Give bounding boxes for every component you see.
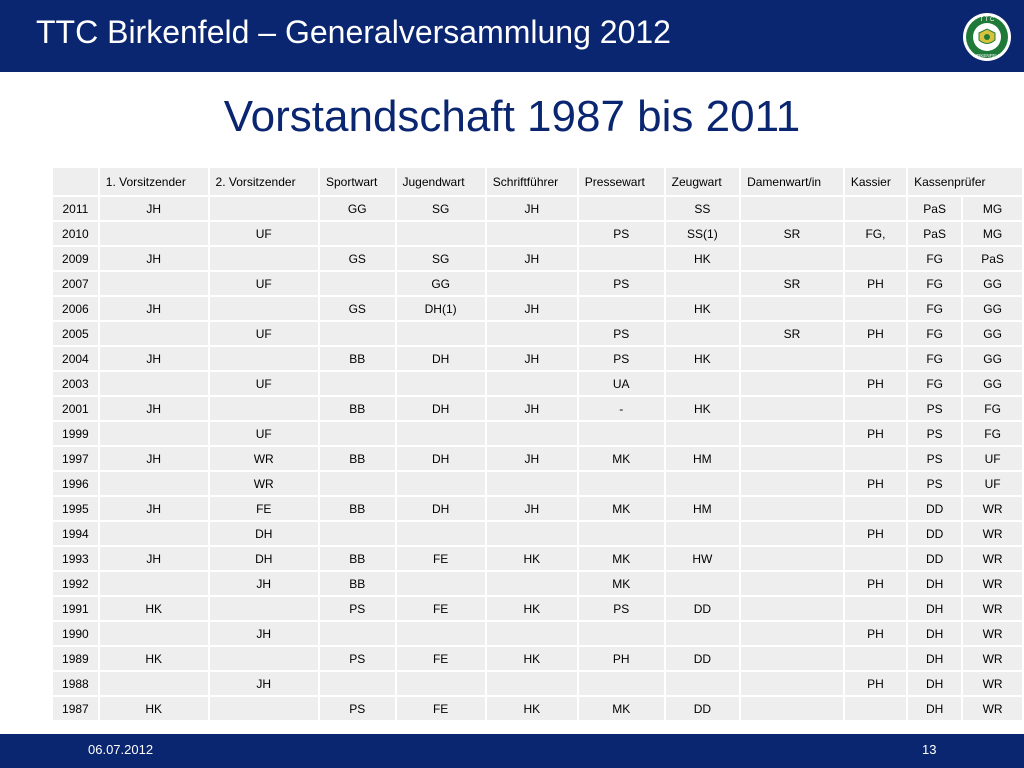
year-cell: 1995: [53, 497, 98, 520]
table-cell: UF: [210, 422, 318, 445]
footer-bar: [0, 734, 1024, 768]
column-header: Schriftführer: [487, 168, 577, 195]
table-cell: [100, 422, 208, 445]
page-number: 13: [922, 742, 937, 757]
table-cell: FG: [908, 347, 961, 370]
table-cell: [579, 297, 664, 320]
table-cell: PS: [908, 397, 961, 420]
table-cell: [487, 372, 577, 395]
table-cell: GG: [963, 272, 1022, 295]
table-row: [53, 222, 1022, 245]
table-cell: [579, 672, 664, 695]
table-cell: [397, 522, 485, 545]
table-cell: HK: [666, 397, 739, 420]
table-cell: HK: [487, 697, 577, 720]
table-cell: GS: [320, 247, 395, 270]
year-cell: 2006: [53, 297, 98, 320]
table-cell: [210, 297, 318, 320]
board-table-wrapper: [51, 166, 1024, 722]
table-cell: SG: [397, 197, 485, 220]
table-row: [53, 447, 1022, 470]
table-cell: [579, 472, 664, 495]
table-cell: [741, 247, 843, 270]
year-cell: 1987: [53, 697, 98, 720]
column-header: Kassenprüfer: [908, 168, 1022, 195]
year-cell: 1994: [53, 522, 98, 545]
table-cell: FG: [908, 322, 961, 345]
year-cell: 1990: [53, 622, 98, 645]
table-row: [53, 197, 1022, 220]
table-cell: DD: [908, 497, 961, 520]
table-cell: MG: [963, 197, 1022, 220]
table-cell: [397, 222, 485, 245]
table-cell: PaS: [963, 247, 1022, 270]
table-cell: JH: [100, 297, 208, 320]
table-cell: [741, 622, 843, 645]
year-cell: 2011: [53, 197, 98, 220]
table-cell: JH: [100, 247, 208, 270]
table-cell: PS: [320, 697, 395, 720]
table-cell: [210, 597, 318, 620]
table-cell: WR: [963, 697, 1022, 720]
year-cell: 2001: [53, 397, 98, 420]
table-cell: PS: [908, 472, 961, 495]
table-cell: WR: [963, 497, 1022, 520]
table-cell: HK: [100, 647, 208, 670]
column-header: Jugendwart: [397, 168, 485, 195]
board-table: [51, 166, 1024, 722]
header-title: TTC Birkenfeld – Generalversammlung 2012: [36, 14, 671, 50]
table-cell: FE: [210, 497, 318, 520]
year-cell: 1988: [53, 672, 98, 695]
table-cell: PaS: [908, 197, 961, 220]
table-cell: FE: [397, 547, 485, 570]
table-row: [53, 247, 1022, 270]
table-cell: WR: [963, 522, 1022, 545]
table-cell: [741, 647, 843, 670]
year-cell: 1999: [53, 422, 98, 445]
table-cell: [320, 522, 395, 545]
table-cell: [487, 572, 577, 595]
table-cell: [320, 372, 395, 395]
table-cell: DH: [908, 597, 961, 620]
table-cell: SR: [741, 272, 843, 295]
year-cell: 1992: [53, 572, 98, 595]
table-cell: FG,: [845, 222, 906, 245]
table-cell: FG: [908, 247, 961, 270]
table-row: [53, 397, 1022, 420]
table-cell: [845, 597, 906, 620]
table-cell: [579, 622, 664, 645]
column-header-year: [53, 168, 98, 195]
table-cell: PS: [579, 347, 664, 370]
table-cell: [320, 272, 395, 295]
table-row: [53, 697, 1022, 720]
slide-title: Vorstandschaft 1987 bis 2011: [223, 92, 801, 141]
table-cell: [320, 222, 395, 245]
table-row: [53, 647, 1022, 670]
column-header: Pressewart: [579, 168, 664, 195]
column-header: Kassier: [845, 168, 906, 195]
table-cell: [741, 672, 843, 695]
table-cell: FG: [908, 297, 961, 320]
year-cell: 1989: [53, 647, 98, 670]
table-cell: FG: [963, 422, 1022, 445]
table-cell: [845, 497, 906, 520]
table-body: [53, 197, 1022, 720]
table-cell: FE: [397, 697, 485, 720]
table-cell: MK: [579, 547, 664, 570]
table-cell: [741, 572, 843, 595]
table-cell: WR: [963, 547, 1022, 570]
table-cell: PS: [579, 222, 664, 245]
year-cell: 2010: [53, 222, 98, 245]
table-cell: [741, 197, 843, 220]
table-cell: [487, 272, 577, 295]
table-cell: WR: [963, 572, 1022, 595]
year-cell: 2007: [53, 272, 98, 295]
table-cell: HK: [666, 297, 739, 320]
table-cell: [487, 472, 577, 495]
table-cell: [666, 472, 739, 495]
table-cell: [100, 222, 208, 245]
table-cell: GG: [963, 372, 1022, 395]
table-header-row: [53, 168, 1022, 195]
table-cell: [741, 397, 843, 420]
table-cell: PH: [845, 422, 906, 445]
table-cell: HK: [487, 547, 577, 570]
table-cell: [845, 447, 906, 470]
table-cell: JH: [487, 347, 577, 370]
table-row: [53, 672, 1022, 695]
table-cell: PH: [845, 522, 906, 545]
table-row: [53, 372, 1022, 395]
table-cell: WR: [963, 597, 1022, 620]
table-cell: [100, 572, 208, 595]
table-cell: PS: [579, 597, 664, 620]
table-cell: [845, 347, 906, 370]
table-cell: [845, 397, 906, 420]
table-cell: JH: [100, 347, 208, 370]
table-row: [53, 597, 1022, 620]
table-cell: DH: [397, 397, 485, 420]
table-cell: HK: [487, 597, 577, 620]
table-cell: UF: [963, 447, 1022, 470]
year-cell: 2005: [53, 322, 98, 345]
table-cell: PS: [579, 272, 664, 295]
table-cell: MK: [579, 447, 664, 470]
table-cell: [741, 697, 843, 720]
table-row: [53, 272, 1022, 295]
column-header: Sportwart: [320, 168, 395, 195]
table-cell: JH: [100, 547, 208, 570]
table-cell: UF: [210, 222, 318, 245]
table-cell: [666, 272, 739, 295]
table-cell: JH: [100, 397, 208, 420]
table-cell: [845, 297, 906, 320]
table-cell: DD: [666, 697, 739, 720]
table-cell: SG: [397, 247, 485, 270]
table-cell: HK: [100, 597, 208, 620]
year-cell: 2009: [53, 247, 98, 270]
table-cell: [210, 197, 318, 220]
table-cell: UF: [210, 372, 318, 395]
table-cell: [397, 422, 485, 445]
table-cell: [845, 247, 906, 270]
table-cell: DH: [908, 697, 961, 720]
table-cell: [741, 347, 843, 370]
column-header: Damenwart/in: [741, 168, 843, 195]
table-cell: JH: [210, 622, 318, 645]
table-row: [53, 422, 1022, 445]
table-cell: DH: [908, 672, 961, 695]
table-cell: JH: [487, 247, 577, 270]
table-cell: [487, 222, 577, 245]
table-cell: JH: [100, 497, 208, 520]
table-cell: WR: [963, 672, 1022, 695]
table-cell: [210, 347, 318, 370]
table-cell: DH: [908, 572, 961, 595]
table-cell: [666, 672, 739, 695]
table-cell: FG: [908, 272, 961, 295]
table-cell: PH: [845, 672, 906, 695]
table-cell: DD: [666, 647, 739, 670]
table-row: [53, 572, 1022, 595]
table-cell: [487, 622, 577, 645]
table-cell: HK: [100, 697, 208, 720]
table-cell: [320, 422, 395, 445]
table-cell: [741, 522, 843, 545]
table-cell: BB: [320, 572, 395, 595]
year-cell: 1991: [53, 597, 98, 620]
table-cell: PS: [320, 647, 395, 670]
table-cell: [100, 622, 208, 645]
table-cell: MK: [579, 697, 664, 720]
table-row: [53, 472, 1022, 495]
table-cell: UF: [963, 472, 1022, 495]
table-cell: SR: [741, 322, 843, 345]
table-cell: JH: [210, 672, 318, 695]
table-cell: JH: [487, 447, 577, 470]
table-cell: HM: [666, 447, 739, 470]
table-cell: DH: [908, 622, 961, 645]
table-cell: GG: [963, 322, 1022, 345]
table-cell: [845, 547, 906, 570]
table-cell: [741, 372, 843, 395]
table-cell: HM: [666, 497, 739, 520]
table-cell: PH: [845, 572, 906, 595]
table-cell: [741, 447, 843, 470]
column-header: 1. Vorsitzender: [100, 168, 208, 195]
table-cell: JH: [487, 297, 577, 320]
table-cell: [741, 497, 843, 520]
table-cell: [397, 322, 485, 345]
table-cell: [210, 247, 318, 270]
table-cell: [741, 547, 843, 570]
table-cell: DD: [666, 597, 739, 620]
table-cell: DH: [397, 447, 485, 470]
table-cell: GS: [320, 297, 395, 320]
table-row: [53, 497, 1022, 520]
table-cell: [397, 572, 485, 595]
table-cell: [666, 572, 739, 595]
table-cell: WR: [210, 447, 318, 470]
table-cell: [487, 672, 577, 695]
year-cell: 2003: [53, 372, 98, 395]
column-header: 2. Vorsitzender: [210, 168, 318, 195]
year-cell: 1993: [53, 547, 98, 570]
table-cell: [100, 522, 208, 545]
table-cell: JH: [487, 497, 577, 520]
table-cell: UF: [210, 272, 318, 295]
table-cell: [487, 522, 577, 545]
table-cell: [579, 197, 664, 220]
table-cell: JH: [210, 572, 318, 595]
table-cell: [320, 622, 395, 645]
table-cell: [666, 522, 739, 545]
table-cell: SS: [666, 197, 739, 220]
table-cell: PaS: [908, 222, 961, 245]
table-cell: DH: [397, 347, 485, 370]
table-cell: FE: [397, 647, 485, 670]
table-cell: [741, 297, 843, 320]
table-cell: HK: [487, 647, 577, 670]
table-cell: [100, 322, 208, 345]
table-cell: PH: [845, 472, 906, 495]
table-cell: HK: [666, 347, 739, 370]
table-cell: PH: [845, 372, 906, 395]
table-cell: [210, 397, 318, 420]
table-cell: [579, 422, 664, 445]
table-cell: [320, 322, 395, 345]
table-cell: [100, 672, 208, 695]
table-cell: [579, 247, 664, 270]
table-row: [53, 322, 1022, 345]
table-cell: [666, 322, 739, 345]
table-cell: GG: [963, 347, 1022, 370]
table-cell: [100, 272, 208, 295]
table-cell: FG: [908, 372, 961, 395]
table-cell: DH: [210, 522, 318, 545]
table-cell: [487, 422, 577, 445]
table-cell: [320, 472, 395, 495]
table-cell: [320, 672, 395, 695]
table-cell: [666, 372, 739, 395]
table-cell: MK: [579, 572, 664, 595]
table-cell: PS: [320, 597, 395, 620]
table-cell: PH: [845, 272, 906, 295]
table-cell: JH: [487, 397, 577, 420]
table-cell: [845, 647, 906, 670]
table-cell: [100, 472, 208, 495]
svg-text:T T C: T T C: [979, 17, 995, 23]
table-cell: PH: [579, 647, 664, 670]
table-cell: GG: [320, 197, 395, 220]
table-cell: [397, 472, 485, 495]
table-cell: BB: [320, 447, 395, 470]
table-cell: DH: [397, 497, 485, 520]
year-cell: 1997: [53, 447, 98, 470]
table-cell: [487, 322, 577, 345]
table-cell: DH: [908, 647, 961, 670]
table-cell: PS: [908, 422, 961, 445]
table-cell: [845, 697, 906, 720]
table-cell: -: [579, 397, 664, 420]
table-cell: PH: [845, 322, 906, 345]
year-cell: 2004: [53, 347, 98, 370]
table-cell: PH: [845, 622, 906, 645]
table-cell: [741, 422, 843, 445]
table-cell: UF: [210, 322, 318, 345]
club-logo: [962, 12, 1012, 62]
footer-date: 06.07.2012: [88, 742, 154, 757]
table-cell: FG: [963, 397, 1022, 420]
table-cell: DD: [908, 522, 961, 545]
table-cell: UA: [579, 372, 664, 395]
table-cell: [397, 372, 485, 395]
table-row: [53, 547, 1022, 570]
table-cell: [845, 197, 906, 220]
table-cell: DH(1): [397, 297, 485, 320]
table-row: [53, 622, 1022, 645]
table-cell: SS(1): [666, 222, 739, 245]
table-cell: DH: [210, 547, 318, 570]
table-cell: [100, 372, 208, 395]
table-cell: [397, 672, 485, 695]
table-cell: BB: [320, 347, 395, 370]
table-cell: HW: [666, 547, 739, 570]
header-bar: [0, 0, 1024, 72]
table-cell: GG: [963, 297, 1022, 320]
table-cell: FE: [397, 597, 485, 620]
table-cell: [397, 622, 485, 645]
table-cell: BB: [320, 397, 395, 420]
year-cell: 1996: [53, 472, 98, 495]
table-cell: [579, 522, 664, 545]
table-cell: [210, 647, 318, 670]
table-row: [53, 297, 1022, 320]
table-cell: WR: [963, 622, 1022, 645]
table-cell: JH: [100, 197, 208, 220]
table-cell: MK: [579, 497, 664, 520]
table-cell: [666, 622, 739, 645]
table-cell: BB: [320, 497, 395, 520]
table-cell: WR: [210, 472, 318, 495]
table-cell: DD: [908, 547, 961, 570]
table-cell: PS: [579, 322, 664, 345]
column-header: Zeugwart: [666, 168, 739, 195]
table-cell: GG: [397, 272, 485, 295]
table-cell: PS: [908, 447, 961, 470]
table-row: [53, 347, 1022, 370]
table-cell: [666, 422, 739, 445]
table-cell: [210, 697, 318, 720]
table-row: [53, 522, 1022, 545]
svg-text:BIRKENFELD: BIRKENFELD: [972, 53, 1002, 58]
table-cell: JH: [100, 447, 208, 470]
table-cell: WR: [963, 647, 1022, 670]
table-cell: [741, 597, 843, 620]
table-cell: [741, 472, 843, 495]
table-cell: MG: [963, 222, 1022, 245]
table-cell: SR: [741, 222, 843, 245]
table-cell: HK: [666, 247, 739, 270]
table-cell: BB: [320, 547, 395, 570]
table-cell: JH: [487, 197, 577, 220]
